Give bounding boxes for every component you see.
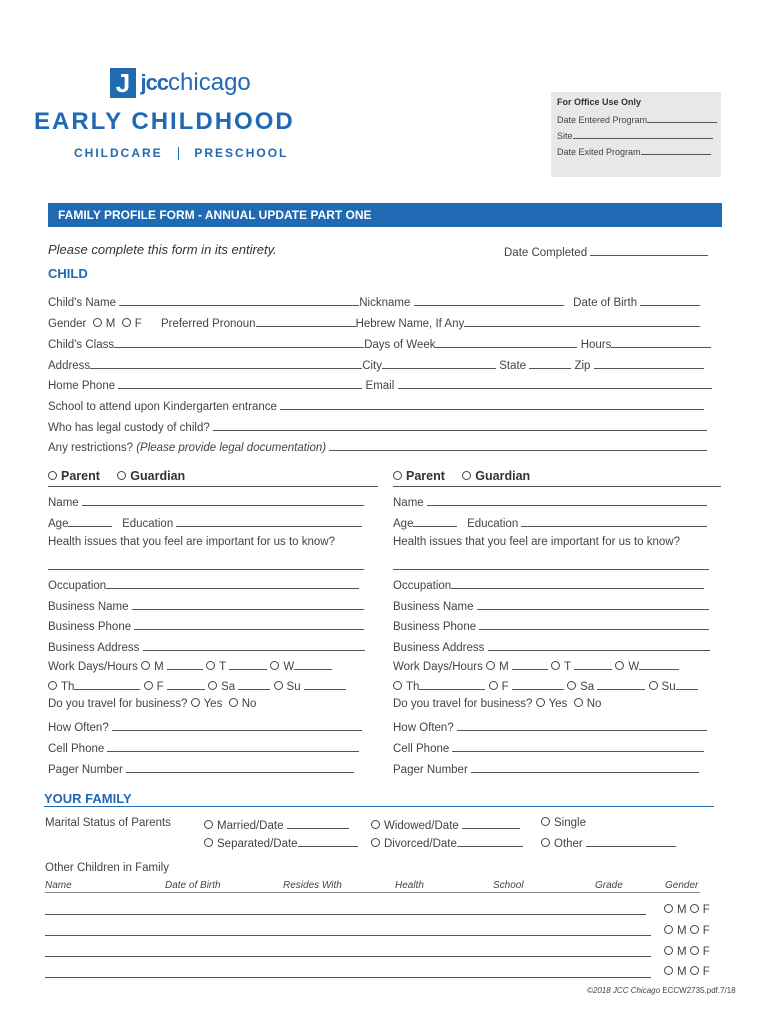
office-date-entered[interactable]: [557, 113, 717, 125]
single-radio[interactable]: Single: [541, 817, 586, 829]
p2-travel-no[interactable]: No: [574, 698, 602, 710]
brand-logo: [110, 68, 251, 98]
p2-health-label: Health issues that you feel are important for us to know?: [393, 536, 681, 548]
col-grade: Grade: [595, 880, 623, 891]
state-input[interactable]: [529, 357, 571, 369]
days-input[interactable]: [435, 336, 577, 348]
parent2-header-rule: [393, 486, 721, 487]
subtitle-divider: [178, 147, 179, 160]
child-row-input-4[interactable]: [45, 977, 651, 978]
office-site[interactable]: [557, 129, 713, 141]
nickname-input[interactable]: [414, 294, 564, 306]
p2-health-input[interactable]: [393, 569, 709, 570]
separated-date-input[interactable]: [298, 835, 358, 847]
restrictions-note: (Please provide legal documentation): [136, 442, 327, 454]
child-row-3: [48, 336, 711, 351]
p1-day-sa[interactable]: Sa: [208, 681, 235, 693]
family-heading-rule: [44, 806, 714, 807]
p2-bizphone-label: Business Phone: [393, 621, 477, 633]
widowed-date-input[interactable]: [462, 817, 520, 829]
col-school: School: [493, 880, 524, 891]
p1-day-m[interactable]: M: [141, 661, 164, 673]
children-header-rule: [45, 892, 700, 893]
child-row-2: [48, 315, 700, 330]
child-row-input-3[interactable]: [45, 956, 651, 957]
city-input[interactable]: [382, 357, 496, 369]
p2-age-row: [393, 515, 707, 530]
col-health: Health: [395, 880, 424, 891]
brand-subtitle: [74, 146, 288, 160]
row1-f-radio[interactable]: F: [690, 904, 710, 916]
childs-name-input[interactable]: [119, 294, 359, 306]
child-row-gender-1: [664, 904, 710, 916]
p2-day-t[interactable]: T: [551, 661, 571, 673]
child-heading: CHILD: [48, 266, 88, 281]
col-gender: Gender: [665, 880, 699, 891]
gender-f-radio[interactable]: F: [122, 318, 142, 330]
gender-m-radio[interactable]: M: [93, 318, 116, 330]
form-banner: [48, 203, 722, 227]
address-label: Address: [48, 360, 91, 372]
p1-day-w[interactable]: W: [270, 661, 294, 673]
p1-bizphone-label: Business Phone: [48, 621, 132, 633]
p1-travel-yes[interactable]: Yes: [191, 698, 223, 710]
p2-cell-label: Cell Phone: [393, 743, 450, 755]
nickname-label: Nickname: [359, 297, 411, 309]
row4-m-radio[interactable]: M: [664, 966, 687, 978]
p1-travel-no[interactable]: No: [229, 698, 257, 710]
logo-chicago: chicago: [168, 69, 251, 96]
row4-f-radio[interactable]: F: [690, 966, 710, 978]
p2-day-sa[interactable]: Sa: [567, 681, 594, 693]
p1-day-f[interactable]: F: [144, 681, 164, 693]
p1-pager-label: Pager Number: [48, 764, 123, 776]
col-name: Name: [45, 880, 72, 891]
p2-pager-label: Pager Number: [393, 764, 468, 776]
p2-bizname-input[interactable]: [477, 598, 709, 610]
other-children-label: Other Children in Family: [45, 862, 169, 874]
p1-health-input[interactable]: [48, 569, 364, 570]
p2-occupation-label: Occupation: [393, 580, 452, 592]
p2-travel-row: [393, 698, 601, 710]
p2-bizaddr-row: [393, 639, 710, 654]
childs-class-label: Child's Class: [48, 339, 115, 351]
p2-occupation-input[interactable]: [451, 577, 704, 589]
p2-day-f[interactable]: F: [489, 681, 509, 693]
p2-day-m[interactable]: M: [486, 661, 509, 673]
p1-workdays-row: [48, 658, 332, 673]
p2-name-row: [393, 494, 707, 509]
office-date-entered-label: Date Entered Program: [557, 115, 648, 125]
p1-bizname-label: Business Name: [48, 601, 129, 613]
p2-bizname-row: [393, 598, 709, 613]
parent1-guardian-radio[interactable]: Guardian: [117, 469, 185, 483]
other-radio[interactable]: Other: [541, 838, 583, 850]
p1-howoften-input[interactable]: [112, 719, 362, 731]
p1-howoften-row: [48, 719, 362, 734]
hebrew-name-input[interactable]: [464, 315, 700, 327]
p2-name-input[interactable]: [427, 494, 707, 506]
widowed-radio[interactable]: Widowed/Date: [371, 820, 459, 832]
p1-day-t[interactable]: T: [206, 661, 226, 673]
p1-cell-label: Cell Phone: [48, 743, 105, 755]
p1-howoften-label: How Often?: [48, 722, 109, 734]
parent2-parent-radio[interactable]: Parent: [393, 469, 445, 483]
office-use-box: [551, 92, 721, 177]
p1-occupation-label: Occupation: [48, 580, 107, 592]
child-row-gender-2: [664, 925, 710, 937]
date-completed-label: Date Completed: [504, 247, 588, 259]
p1-workdays-row2: [48, 678, 346, 693]
p1-cell-input[interactable]: [107, 740, 359, 752]
p1-pager-input[interactable]: [126, 761, 354, 773]
child-row-input-2[interactable]: [45, 935, 651, 936]
parent1-header-rule: [48, 486, 378, 487]
other-input[interactable]: [586, 835, 676, 847]
p1-age-input[interactable]: [68, 515, 112, 527]
home-phone-label: Home Phone: [48, 380, 116, 392]
custody-label: Who has legal custody of child?: [48, 422, 210, 434]
p2-howoften-label: How Often?: [393, 722, 454, 734]
parent2-guardian-radio[interactable]: Guardian: [462, 469, 530, 483]
other-status-row: [541, 835, 676, 850]
p2-workdays-label: Work Days/Hours: [393, 661, 483, 673]
hours-input[interactable]: [611, 336, 711, 348]
p2-day-w[interactable]: W: [615, 661, 639, 673]
parent1-parent-radio[interactable]: Parent: [48, 469, 100, 483]
p2-cell-input[interactable]: [452, 740, 704, 752]
p1-travel-label: Do you travel for business?: [48, 698, 188, 710]
dob-label: Date of Birth: [573, 297, 638, 309]
office-heading: For Office Use Only: [557, 97, 642, 107]
p2-day-th[interactable]: Th: [393, 681, 419, 693]
marital-row2b: [371, 835, 523, 850]
marital-row2: [204, 835, 358, 850]
p1-age-row: [48, 515, 362, 530]
office-date-exited[interactable]: [557, 145, 711, 157]
row2-m-radio[interactable]: M: [664, 925, 687, 937]
p2-howoften-row: [393, 719, 707, 734]
p1-bizphone-row: [48, 618, 364, 633]
city-label: City: [362, 360, 382, 372]
custody-input[interactable]: [213, 419, 707, 431]
dob-input[interactable]: [640, 294, 700, 306]
p2-cell-row: [393, 740, 704, 755]
child-row-6: [48, 398, 704, 413]
p2-age-input[interactable]: [413, 515, 457, 527]
row1-m-radio[interactable]: M: [664, 904, 687, 916]
footer: [587, 986, 736, 995]
p2-travel-yes[interactable]: Yes: [536, 698, 568, 710]
child-row-gender-3: [664, 946, 710, 958]
zip-input[interactable]: [594, 357, 704, 369]
zip-label: Zip: [574, 360, 591, 372]
form-banner-title: FAMILY PROFILE FORM - ANNUAL UPDATE PART ONE: [58, 208, 372, 222]
gender-label: Gender: [48, 318, 87, 330]
p2-howoften-input[interactable]: [457, 719, 707, 731]
row3-f-radio[interactable]: F: [690, 946, 710, 958]
separated-radio[interactable]: Separated/Date: [204, 838, 298, 850]
married-date-input[interactable]: [287, 817, 349, 829]
p1-education-label: Education: [122, 518, 174, 530]
p1-health-label: Health issues that you feel are important for us to know?: [48, 536, 336, 548]
email-label: Email: [365, 380, 395, 392]
state-label: State: [499, 360, 527, 372]
p2-workdays-row: [393, 658, 679, 673]
p1-travel-row: [48, 698, 256, 710]
address-input[interactable]: [90, 357, 362, 369]
p2-bizphone-row: [393, 618, 709, 633]
child-row-1: [48, 294, 700, 309]
p2-day-su[interactable]: Su: [649, 681, 676, 693]
hebrew-name-label: Hebrew Name, If Any: [355, 318, 465, 330]
school-input[interactable]: [280, 398, 704, 410]
p1-bizname-input[interactable]: [132, 598, 364, 610]
p2-travel-label: Do you travel for business?: [393, 698, 533, 710]
childs-class-input[interactable]: [114, 336, 364, 348]
p1-occupation-row: [48, 577, 359, 592]
divorced-date-input[interactable]: [457, 835, 523, 847]
p2-age-label: Age: [393, 518, 414, 530]
p1-bizaddr-input[interactable]: [143, 639, 365, 651]
p1-age-label: Age: [48, 518, 69, 530]
intro-text: Please complete this form in its entirety.: [48, 242, 277, 257]
child-row-5: [48, 377, 712, 392]
school-label: School to attend upon Kindergarten entrance: [48, 401, 277, 413]
p1-education-input[interactable]: [176, 515, 362, 527]
footer-code: ECCW2735.pdf.7/18: [662, 986, 736, 995]
parent1-header: [48, 469, 185, 483]
marital-label: Marital Status of Parents: [45, 817, 171, 829]
childs-name-label: Child's Name: [48, 297, 117, 309]
office-site-label: Site: [557, 131, 573, 141]
col-resides: Resides With: [283, 880, 342, 891]
p2-education-input[interactable]: [521, 515, 707, 527]
p2-pager-row: [393, 761, 699, 776]
p2-name-label: Name: [393, 497, 424, 509]
p2-bizname-label: Business Name: [393, 601, 474, 613]
child-row-gender-4: [664, 966, 710, 978]
p1-bizphone-input[interactable]: [134, 618, 364, 630]
p2-bizaddr-label: Business Address: [393, 642, 485, 654]
child-row-4: [48, 357, 704, 372]
parent2-header: [393, 469, 530, 483]
office-date-exited-label: Date Exited Program: [557, 147, 641, 157]
p1-pager-row: [48, 761, 354, 776]
p2-education-label: Education: [467, 518, 519, 530]
row2-f-radio[interactable]: F: [690, 925, 710, 937]
p2-bizphone-input[interactable]: [479, 618, 709, 630]
subtitle-childcare: CHILDCARE: [74, 146, 163, 160]
date-completed-field[interactable]: [504, 244, 708, 259]
email-input[interactable]: [398, 377, 712, 389]
p1-cell-row: [48, 740, 359, 755]
row3-m-radio[interactable]: M: [664, 946, 687, 958]
brand-title: EARLY CHILDHOOD: [34, 108, 295, 135]
p1-name-label: Name: [48, 497, 79, 509]
marital-row1b: [371, 817, 520, 832]
child-row-7: [48, 419, 707, 434]
divorced-radio[interactable]: Divorced/Date: [371, 838, 457, 850]
p2-occupation-row: [393, 577, 704, 592]
child-row-8: [48, 439, 707, 454]
p1-day-su[interactable]: Su: [274, 681, 301, 693]
p1-occupation-input[interactable]: [106, 577, 359, 589]
days-label: Days of Week: [364, 339, 436, 351]
p1-day-th[interactable]: Th: [48, 681, 74, 693]
p2-workdays-row2: [393, 678, 698, 693]
restrictions-input[interactable]: [329, 439, 707, 451]
col-dob: Date of Birth: [165, 880, 221, 891]
p1-name-input[interactable]: [82, 494, 364, 506]
p2-pager-input[interactable]: [471, 761, 699, 773]
p1-bizaddr-label: Business Address: [48, 642, 140, 654]
p1-workdays-label: Work Days/Hours: [48, 661, 138, 673]
p1-name-row: [48, 494, 364, 509]
marital-row1: [204, 817, 349, 832]
logo-jcc: jcc: [140, 70, 169, 95]
family-heading: YOUR FAMILY: [44, 791, 132, 806]
pronoun-input[interactable]: [256, 315, 356, 327]
logo-j-mark: J: [110, 68, 136, 98]
child-row-input-1[interactable]: [45, 914, 646, 915]
subtitle-preschool: PRESCHOOL: [194, 146, 289, 160]
hours-label: Hours: [580, 339, 612, 351]
p1-bizname-row: [48, 598, 364, 613]
p2-bizaddr-input[interactable]: [488, 639, 710, 651]
married-radio[interactable]: Married/Date: [204, 820, 283, 832]
footer-copyright: ©2018 JCC Chicago: [587, 986, 661, 995]
home-phone-input[interactable]: [118, 377, 362, 389]
p1-bizaddr-row: [48, 639, 365, 654]
pronoun-label: Preferred Pronoun: [160, 318, 256, 330]
restrictions-label: Any restrictions?: [48, 442, 134, 454]
